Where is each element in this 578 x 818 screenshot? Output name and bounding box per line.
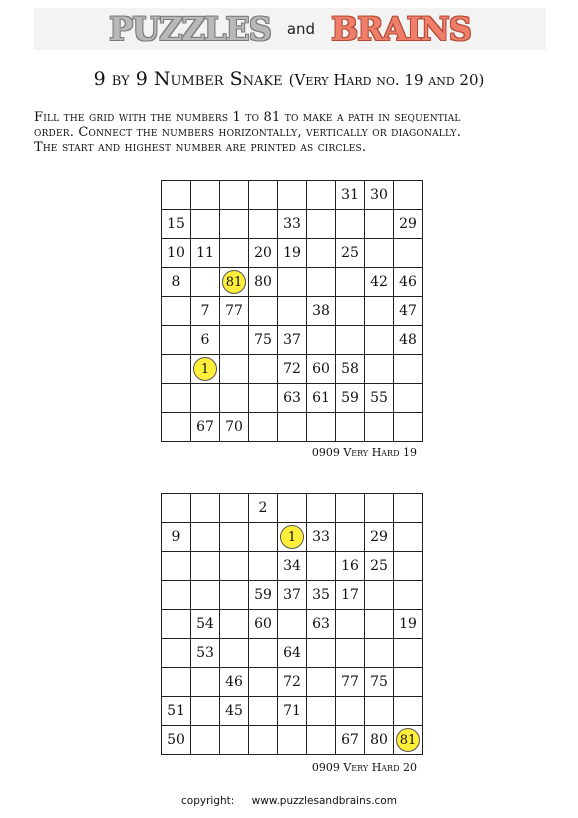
grid-cell[interactable]: [307, 726, 336, 755]
instructions: [34, 110, 564, 155]
grid-cell[interactable]: 80: [365, 726, 394, 755]
grid-cell[interactable]: 46: [394, 268, 423, 297]
grid-cell[interactable]: [278, 610, 307, 639]
grid-cell[interactable]: [162, 355, 191, 384]
grid-row: [162, 326, 423, 355]
grid-cell[interactable]: [220, 581, 249, 610]
grid-cell[interactable]: [365, 494, 394, 523]
grid-cell[interactable]: [162, 384, 191, 413]
grid-row: [162, 668, 423, 697]
grid-row: [162, 268, 423, 297]
circled-number: 1: [280, 525, 304, 549]
grid-cell[interactable]: [249, 668, 278, 697]
website-link[interactable]: www.puzzlesandbrains.com: [251, 795, 397, 807]
grid-cell[interactable]: [249, 181, 278, 210]
grid-cell[interactable]: [394, 181, 423, 210]
grid-cell[interactable]: 15: [162, 210, 191, 239]
grid-row: [162, 639, 423, 668]
grid-cell[interactable]: [307, 181, 336, 210]
grid-cell[interactable]: [394, 494, 423, 523]
grid-cell[interactable]: 42: [365, 268, 394, 297]
circled-number: 81: [396, 728, 420, 752]
grid-cell[interactable]: [365, 239, 394, 268]
grid-row: [162, 494, 423, 523]
grid-cell[interactable]: 59: [249, 581, 278, 610]
grid-cell[interactable]: [191, 726, 220, 755]
grid-cell[interactable]: [249, 413, 278, 442]
grid-cell[interactable]: [162, 413, 191, 442]
grid-cell[interactable]: 29: [365, 523, 394, 552]
grid-row: [162, 384, 423, 413]
puzzle-label-20: 0909 Very Hard 20: [311, 761, 417, 774]
grid-cell[interactable]: 30: [365, 181, 394, 210]
grid-row: [162, 697, 423, 726]
grid-cell[interactable]: 34: [278, 552, 307, 581]
instructions-line: Fill the grid with the numbers 1 to 81 to make a path in sequential: [34, 110, 461, 125]
grid-cell[interactable]: [191, 697, 220, 726]
grid-cell[interactable]: 45: [220, 697, 249, 726]
grid-cell[interactable]: 46: [220, 668, 249, 697]
grid-cell[interactable]: [278, 297, 307, 326]
grid-row: [162, 610, 423, 639]
instructions-line: The start and highest number are printed as circles.: [34, 140, 367, 155]
grid-cell[interactable]: [336, 326, 365, 355]
grid-cell[interactable]: [220, 726, 249, 755]
grid-cell[interactable]: 63: [307, 610, 336, 639]
grid-cell[interactable]: 80: [249, 268, 278, 297]
grid-row: [162, 210, 423, 239]
grid-row: [162, 523, 423, 552]
grid-cell[interactable]: [336, 268, 365, 297]
grid-cell[interactable]: [278, 413, 307, 442]
grid-cell[interactable]: 33: [307, 523, 336, 552]
grid-cell[interactable]: [336, 210, 365, 239]
grid-cell[interactable]: 25: [365, 552, 394, 581]
grid-cell[interactable]: [249, 697, 278, 726]
grid-cell[interactable]: [336, 523, 365, 552]
grid-cell[interactable]: 37: [278, 581, 307, 610]
grid-cell[interactable]: [249, 210, 278, 239]
grid-cell[interactable]: [162, 639, 191, 668]
grid-row: [162, 297, 423, 326]
grid-cell[interactable]: [249, 297, 278, 326]
grid-cell[interactable]: 72: [278, 355, 307, 384]
grid-cell[interactable]: 25: [336, 239, 365, 268]
grid-cell[interactable]: 7: [191, 297, 220, 326]
grid-row: [162, 239, 423, 268]
grid-cell[interactable]: [365, 413, 394, 442]
grid-cell[interactable]: 75: [365, 668, 394, 697]
grid-cell[interactable]: [394, 639, 423, 668]
grid-cell[interactable]: [162, 668, 191, 697]
grid-cell[interactable]: [162, 581, 191, 610]
grid-cell[interactable]: 55: [365, 384, 394, 413]
grid-cell[interactable]: [394, 581, 423, 610]
grid-cell[interactable]: 31: [336, 181, 365, 210]
logo-brains-word: BRAINS: [331, 10, 471, 48]
grid-cell[interactable]: [249, 552, 278, 581]
grid-cell[interactable]: 53: [191, 639, 220, 668]
grid-cell[interactable]: [336, 413, 365, 442]
grid-cell[interactable]: 16: [336, 552, 365, 581]
grid-cell[interactable]: [394, 239, 423, 268]
logo-puzzles-word: PUZZLES: [109, 10, 271, 48]
grid-cell[interactable]: [162, 297, 191, 326]
grid-cell[interactable]: [249, 726, 278, 755]
grid-cell[interactable]: [278, 726, 307, 755]
grid-cell[interactable]: 47: [394, 297, 423, 326]
copyright-label: copyright:: [181, 795, 235, 807]
grid-cell[interactable]: [191, 181, 220, 210]
grid-cell[interactable]: [307, 239, 336, 268]
grid-cell[interactable]: [249, 523, 278, 552]
grid-cell[interactable]: [278, 523, 307, 552]
grid-cell[interactable]: [336, 639, 365, 668]
grid-cell[interactable]: 37: [278, 326, 307, 355]
grid-cell[interactable]: 50: [162, 726, 191, 755]
grid-cell[interactable]: [278, 181, 307, 210]
grid-cell[interactable]: [220, 239, 249, 268]
grid-cell[interactable]: [336, 697, 365, 726]
instructions-line: order. Connect the numbers horizontally, vertically or diagonally.: [34, 125, 462, 140]
grid-cell[interactable]: 59: [336, 384, 365, 413]
grid-cell[interactable]: [365, 610, 394, 639]
grid-cell[interactable]: 19: [394, 610, 423, 639]
grid-cell[interactable]: [394, 413, 423, 442]
grid-cell[interactable]: 35: [307, 581, 336, 610]
grid-row: [162, 413, 423, 442]
grid-cell[interactable]: 67: [191, 413, 220, 442]
grid-cell[interactable]: [249, 355, 278, 384]
grid-cell[interactable]: 20: [249, 239, 278, 268]
grid-cell[interactable]: [220, 639, 249, 668]
page-title-sub: (Very Hard no. 19 and 20): [288, 71, 485, 89]
page-title-main: 9 by 9 Number Snake: [93, 68, 283, 90]
grid-cell[interactable]: 70: [220, 413, 249, 442]
grid-row: [162, 581, 423, 610]
grid-row: [162, 552, 423, 581]
grid-cell[interactable]: 58: [336, 355, 365, 384]
grid-cell[interactable]: [220, 610, 249, 639]
grid-cell[interactable]: [191, 355, 220, 384]
grid-cell[interactable]: 64: [278, 639, 307, 668]
grid-cell[interactable]: [220, 181, 249, 210]
grid-cell[interactable]: [191, 384, 220, 413]
grid-cell[interactable]: 54: [191, 610, 220, 639]
grid-cell[interactable]: [394, 726, 423, 755]
grid-cell[interactable]: [365, 210, 394, 239]
grid-cell[interactable]: [220, 268, 249, 297]
grid-cell[interactable]: [191, 268, 220, 297]
grid-cell[interactable]: 67: [336, 726, 365, 755]
grid-cell[interactable]: [394, 668, 423, 697]
page-title: [0, 68, 578, 90]
puzzle-grid-20: [161, 493, 423, 755]
grid-cell[interactable]: [307, 697, 336, 726]
grid-cell[interactable]: [365, 355, 394, 384]
grid-cell[interactable]: 29: [394, 210, 423, 239]
circled-number: 81: [222, 270, 246, 294]
grid-cell[interactable]: [278, 494, 307, 523]
grid-cell[interactable]: [336, 610, 365, 639]
grid-cell[interactable]: [365, 326, 394, 355]
grid-cell[interactable]: 19: [278, 239, 307, 268]
grid-cell[interactable]: 48: [394, 326, 423, 355]
header-banner: [34, 8, 546, 50]
grid-cell[interactable]: [336, 494, 365, 523]
grid-cell[interactable]: 60: [249, 610, 278, 639]
grid-cell[interactable]: [191, 668, 220, 697]
grid-cell[interactable]: [162, 326, 191, 355]
grid-cell[interactable]: [307, 268, 336, 297]
grid-row: [162, 355, 423, 384]
grid-cell[interactable]: [249, 384, 278, 413]
grid-cell[interactable]: [220, 210, 249, 239]
grid-cell[interactable]: [394, 355, 423, 384]
grid-cell[interactable]: [394, 697, 423, 726]
grid-cell[interactable]: 8: [162, 268, 191, 297]
grid-cell[interactable]: [162, 610, 191, 639]
grid-cell[interactable]: [307, 639, 336, 668]
grid-cell[interactable]: [220, 384, 249, 413]
grid-cell[interactable]: [162, 552, 191, 581]
grid-cell[interactable]: [394, 552, 423, 581]
grid-cell[interactable]: [307, 413, 336, 442]
grid-cell[interactable]: 6: [191, 326, 220, 355]
grid-cell[interactable]: [162, 494, 191, 523]
grid-cell[interactable]: 38: [307, 297, 336, 326]
puzzle-label-19: 0909 Very Hard 19: [311, 446, 417, 459]
footer: [0, 795, 578, 807]
grid-row: [162, 726, 423, 755]
grid-cell[interactable]: 71: [278, 697, 307, 726]
grid-cell[interactable]: [220, 326, 249, 355]
grid-cell[interactable]: [365, 639, 394, 668]
grid-cell[interactable]: [278, 268, 307, 297]
grid-cell[interactable]: [307, 494, 336, 523]
grid-cell[interactable]: 17: [336, 581, 365, 610]
grid-cell[interactable]: [307, 668, 336, 697]
grid-cell[interactable]: [336, 297, 365, 326]
grid-cell[interactable]: [162, 181, 191, 210]
grid-cell[interactable]: [365, 581, 394, 610]
grid-cell[interactable]: [191, 494, 220, 523]
grid-cell[interactable]: 33: [278, 210, 307, 239]
grid-cell[interactable]: 77: [220, 297, 249, 326]
grid-cell[interactable]: [191, 552, 220, 581]
grid-cell[interactable]: [191, 581, 220, 610]
grid-cell[interactable]: [220, 523, 249, 552]
grid-cell[interactable]: [249, 639, 278, 668]
grid-cell[interactable]: [191, 523, 220, 552]
grid-cell[interactable]: 51: [162, 697, 191, 726]
site-logo[interactable]: [34, 8, 546, 50]
grid-cell[interactable]: [394, 523, 423, 552]
grid-cell[interactable]: 60: [307, 355, 336, 384]
grid-cell[interactable]: 2: [249, 494, 278, 523]
grid-cell[interactable]: [365, 297, 394, 326]
grid-cell[interactable]: 63: [278, 384, 307, 413]
grid-cell[interactable]: [307, 326, 336, 355]
grid-cell[interactable]: [365, 697, 394, 726]
grid-cell[interactable]: [307, 552, 336, 581]
grid-cell[interactable]: 72: [278, 668, 307, 697]
grid-row: [162, 181, 423, 210]
puzzle-grid-19: [161, 180, 423, 442]
grid-cell[interactable]: 75: [249, 326, 278, 355]
grid-cell[interactable]: [220, 355, 249, 384]
circled-number: 1: [193, 357, 217, 381]
grid-cell[interactable]: 11: [191, 239, 220, 268]
grid-cell[interactable]: [220, 552, 249, 581]
grid-cell[interactable]: [191, 210, 220, 239]
grid-cell[interactable]: 77: [336, 668, 365, 697]
grid-cell[interactable]: 9: [162, 523, 191, 552]
grid-cell[interactable]: 10: [162, 239, 191, 268]
grid-cell[interactable]: [307, 210, 336, 239]
grid-cell[interactable]: [394, 384, 423, 413]
grid-cell[interactable]: 61: [307, 384, 336, 413]
logo-and-word: and: [286, 20, 316, 38]
grid-cell[interactable]: [220, 494, 249, 523]
